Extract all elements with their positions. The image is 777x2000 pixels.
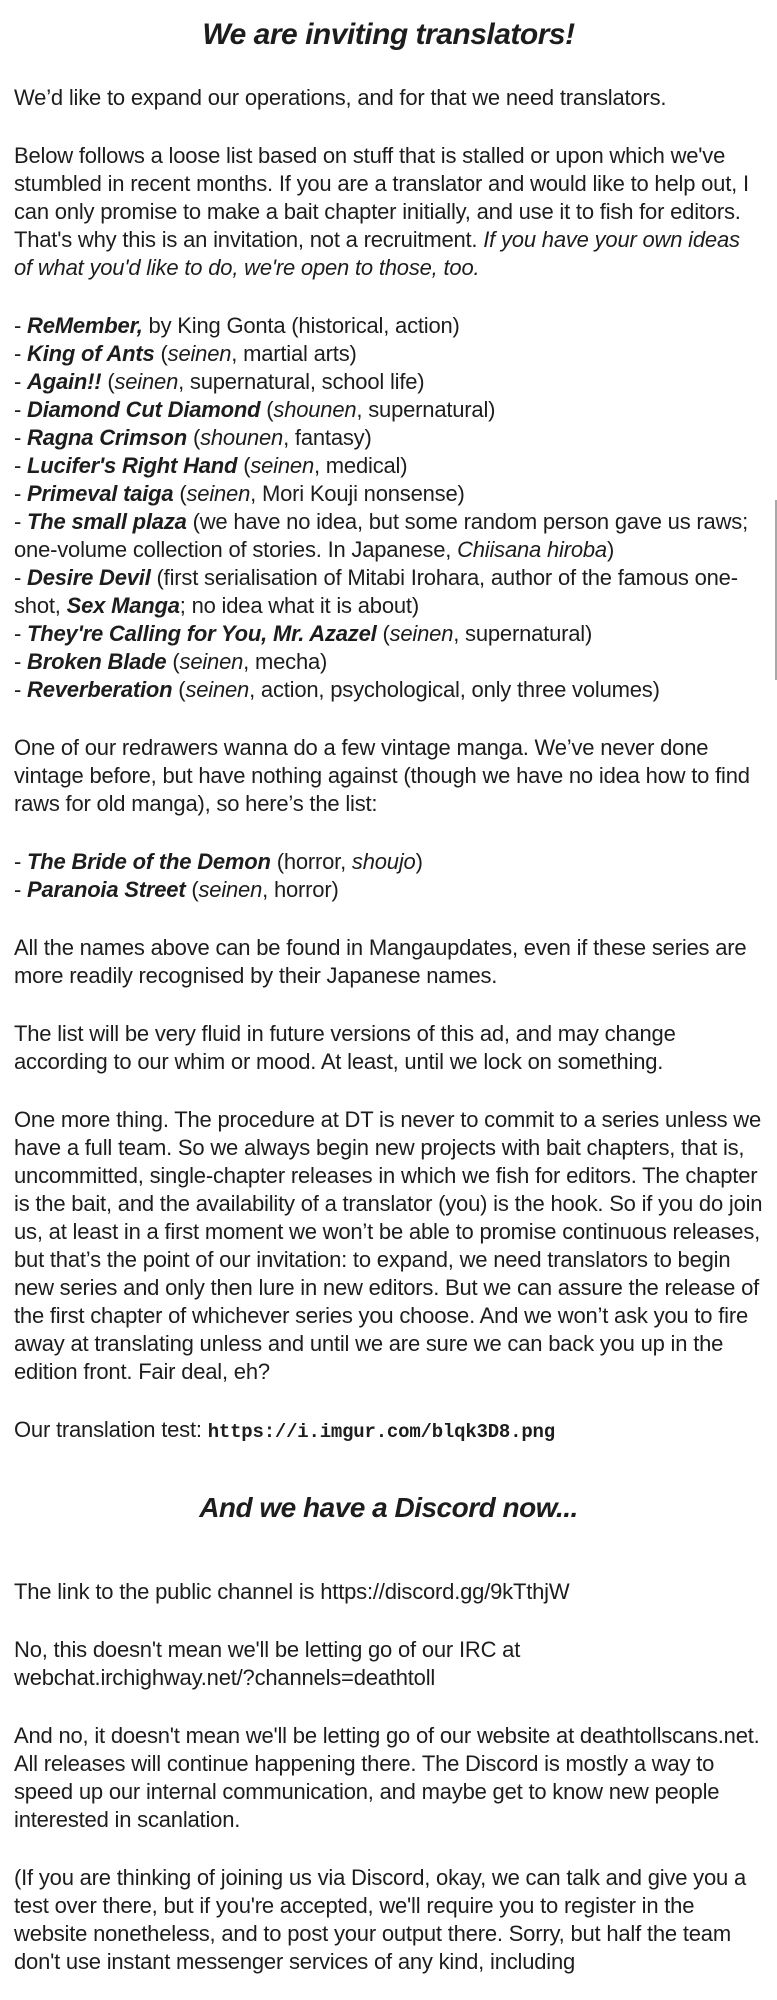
discord-heading: And we have a Discord now...: [199, 1492, 578, 1523]
series-item: - King of Ants (seinen, martial arts): [14, 341, 357, 366]
page-title: We are inviting translators!: [202, 18, 575, 51]
discord-joining-paragraph: (If you are thinking of joining us via Discord, okay, we can talk and give you a test over there, but if you're accepted, we'll require you to register in the website nonetheless, and to post your output there. Sorry, but half the team don't use instant messenger services of any kind, including: [14, 1865, 746, 1974]
series-item: - Broken Blade (seinen, mecha): [14, 649, 328, 674]
website-paragraph: And no, it doesn't mean we'll be letting go of our website at deathtollscans.net. All releases will continue happening there. The Discord is mostly a way to speed up our internal communication, and maybe get to know new people interested in scanlation.: [14, 1723, 760, 1832]
series-item: - Ragna Crimson (shounen, fantasy): [14, 425, 372, 450]
series-item: - Primeval taiga (seinen, Mori Kouji nonsense): [14, 481, 465, 506]
series-item: - ReMember, by King Gonta (historical, action): [14, 313, 460, 338]
procedure-paragraph: One more thing. The procedure at DT is never to commit to a series unless we have a full team. So we always begin new projects with bait chapters, that is, uncommitted, single-chapter releases in which we fish for editors. The chapter is the bait, and the availability of a translator (you) is the hook. So if you do join us, at least in a first moment we won’t be able to promise continuous releases, but that’s the point of our invitation: to expand, we need translators to begin new series and only then lure in new editors. But we can assure the release of the first chapter of whichever series you choose. And we won’t ask you to fire away at translating unless and until we are sure we can back you up in the edition front. Fair deal, eh?: [14, 1107, 763, 1384]
series-item: - Reverberation (seinen, action, psychological, only three volumes): [14, 677, 660, 702]
series-item: - Lucifer's Right Hand (seinen, medical): [14, 453, 408, 478]
vintage-series-item: - The Bride of the Demon (horror, shoujo): [14, 849, 423, 874]
series-item: - They're Calling for You, Mr. Azazel (seinen, supernatural): [14, 621, 593, 646]
series-list: [14, 312, 763, 704]
invitation-paragraph: Below follows a loose list based on stuff that is stalled or upon which we've stumbled in recent months. If you are a translator and would like to help out, I can only promise to make a bait chapter initially, and use it to fish for editors. That's why this is an invitation, not a recruitment. If you have your own ideas of what you'd like to do, we're open to those, too.: [14, 143, 749, 280]
vintage-intro-paragraph: One of our redrawers wanna do a few vintage manga. We’ve never done vintage before, but have nothing against (though we have no idea how to find raws for old manga), so here’s the list:: [14, 735, 750, 816]
discord-link-paragraph: The link to the public channel is https://discord.gg/9kTthjW: [14, 1579, 570, 1604]
mangaupdates-paragraph: All the names above can be found in Mangaupdates, even if these series are more readily recognised by their Japanese names.: [14, 935, 747, 988]
irc-paragraph: No, this doesn't mean we'll be letting go of our IRC at webchat.irchighway.net/?channels=deathtoll: [14, 1637, 521, 1690]
intro-paragraph: We’d like to expand our operations, and for that we need translators.: [14, 85, 667, 110]
series-item: - The small plaza (we have no idea, but some random person gave us raws; one-volume collection of stories. In Japanese, Chiisana hiroba): [14, 509, 748, 562]
fluid-list-paragraph: The list will be very fluid in future versions of this ad, and may change according to our whim or mood. At least, until we lock on something.: [14, 1021, 676, 1074]
translation-test-paragraph: Our translation test: https://i.imgur.com/blqk3D8.png: [14, 1417, 555, 1443]
series-item: - Desire Devil (first serialisation of Mitabi Irohara, author of the famous one-shot, Sex Manga; no idea what it is about): [14, 565, 738, 618]
vintage-series-list: [14, 848, 763, 904]
vintage-series-item: - Paranoia Street (seinen, horror): [14, 877, 339, 902]
series-item: - Again!! (seinen, supernatural, school life): [14, 369, 425, 394]
series-item: - Diamond Cut Diamond (shounen, supernatural): [14, 397, 496, 422]
